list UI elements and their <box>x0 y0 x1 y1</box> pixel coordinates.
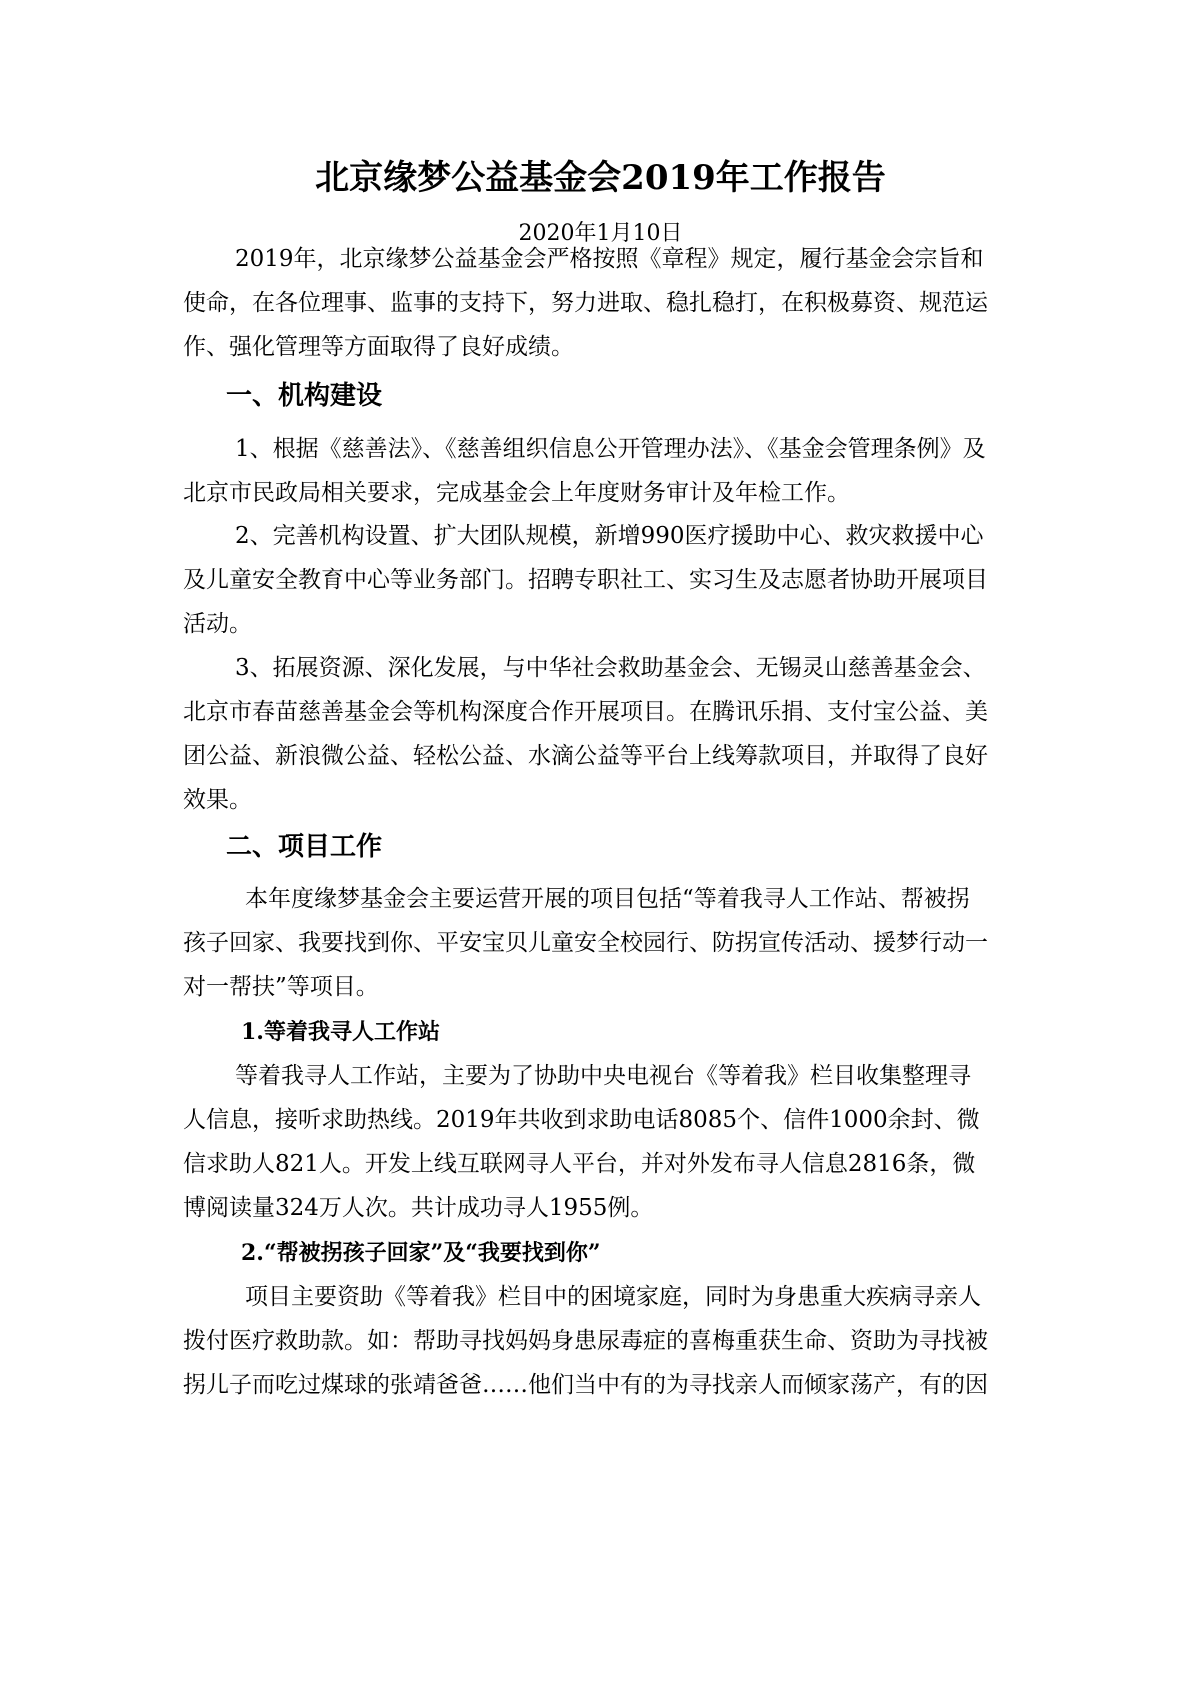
intro-line-1: 2019年，北京缘梦公益基金会严格按照《章程》规定，履行基金会宗旨和 <box>235 246 984 272</box>
sub1-line-2: 人信息，接听求助热线。2019年共收到求助电话8085个、信件1000余封、微 <box>183 1107 980 1133</box>
document-title: 北京缘梦公益基金会2019年工作报告 <box>315 158 886 198</box>
sub1-line-1: 等着我寻人工作站，主要为了协助中央电视台《等着我》栏目收集整理寻 <box>235 1063 971 1089</box>
sub2-line-3: 拐儿子而吃过煤球的张靖爸爸……他们当中有的为寻找亲人而倾家荡产，有的因 <box>183 1372 988 1398</box>
s2-intro-line-1: 本年度缘梦基金会主要运营开展的项目包括“等着我寻人工作站、帮被拐 <box>245 886 970 912</box>
s1-p3-line-2: 北京市春苗慈善基金会等机构深度合作开展项目。在腾讯乐捐、支付宝公益、美 <box>183 699 988 725</box>
intro-line-3: 作、强化管理等方面取得了良好成绩。 <box>183 334 574 360</box>
s1-p3-line-3: 团公益、新浪微公益、轻松公益、水滴公益等平台上线筹款项目，并取得了良好 <box>183 743 988 769</box>
s1-p2-line-2: 及儿童安全教育中心等业务部门。招聘专职社工、实习生及志愿者协助开展项目 <box>183 567 988 593</box>
section-1-heading: 一、机构建设 <box>226 381 383 411</box>
intro-line-2: 使命，在各位理事、监事的支持下，努力进取、稳扎稳打，在积极募资、规范运 <box>183 290 988 316</box>
sub2-line-1: 项目主要资助《等着我》栏目中的困境家庭，同时为身患重大疾病寻亲人 <box>245 1284 981 1310</box>
s1-p1-line-1: 1、根据《慈善法》、《慈善组织信息公开管理办法》、《基金会管理条例》及 <box>235 436 986 462</box>
document-date: 2020年1月10日 <box>518 221 683 246</box>
s1-p2-line-1: 2、完善机构设置、扩大团队规模，新增990医疗援助中心、救灾救援中心 <box>235 523 984 549</box>
subsection-2-heading: 2.“帮被拐孩子回家”及“我要找到你” <box>241 1240 601 1266</box>
sub1-line-3: 信求助人821人。开发上线互联网寻人平台，并对外发布寻人信息2816条，微 <box>183 1151 976 1177</box>
s2-intro-line-3: 对一帮扶”等项目。 <box>183 974 379 1000</box>
section-2-heading: 二、项目工作 <box>226 832 383 862</box>
s2-intro-line-2: 孩子回家、我要找到你、平安宝贝儿童安全校园行、防拐宣传活动、援梦行动一 <box>183 930 988 956</box>
s1-p2-line-3: 活动。 <box>183 611 252 637</box>
sub1-line-4: 博阅读量324万人次。共计成功寻人1955例。 <box>183 1195 654 1221</box>
s1-p3-line-4: 效果。 <box>183 787 252 813</box>
s1-p1-line-2: 北京市民政局相关要求，完成基金会上年度财务审计及年检工作。 <box>183 480 850 506</box>
s1-p3-line-1: 3、拓展资源、深化发展，与中华社会救助基金会、无锡灵山慈善基金会、 <box>235 655 986 681</box>
sub2-line-2: 拨付医疗救助款。如：帮助寻找妈妈身患尿毒症的喜梅重获生命、资助为寻找被 <box>183 1328 988 1354</box>
subsection-1-heading: 1.等着我寻人工作站 <box>241 1019 440 1045</box>
